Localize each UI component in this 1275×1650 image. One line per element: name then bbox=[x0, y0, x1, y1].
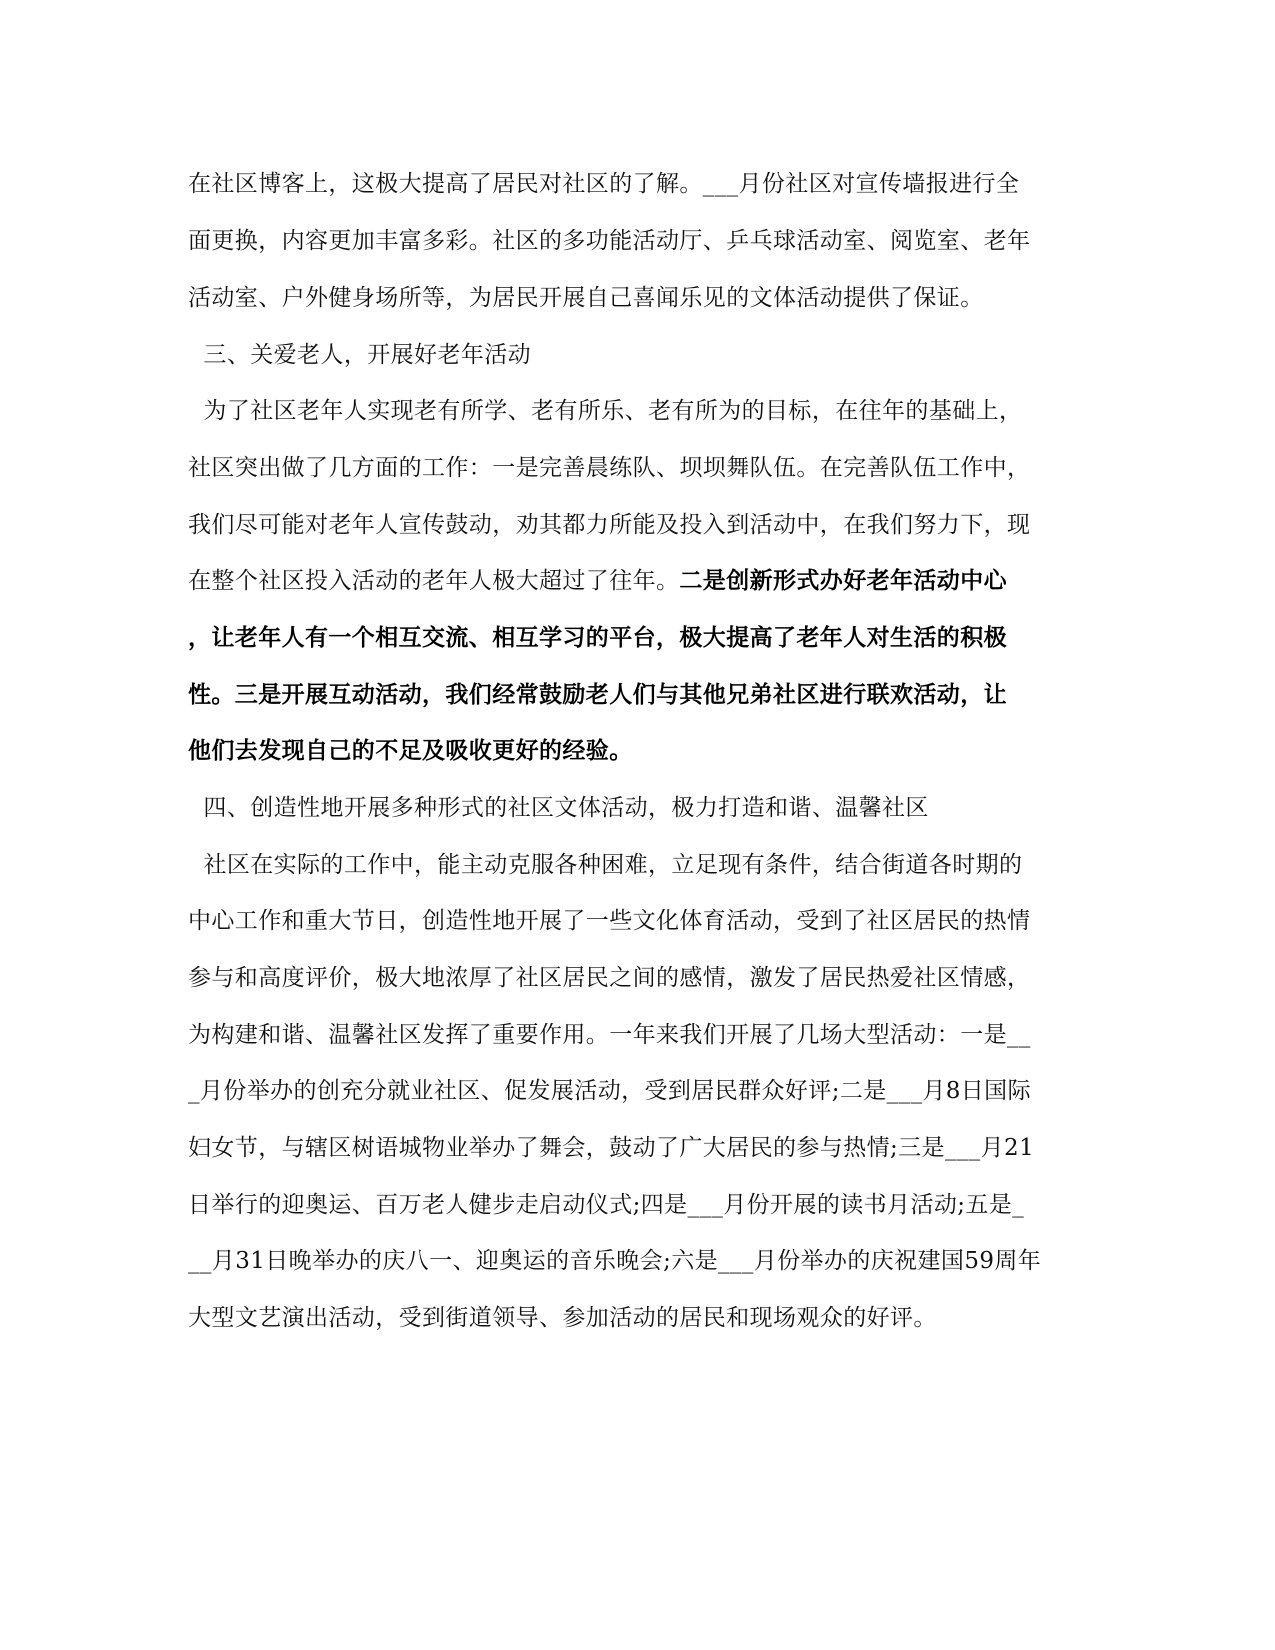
paragraph-line: _月份举办的创充分就业社区、促发展活动，受到居民群众好评;二是___月8日国际 bbox=[188, 1078, 1031, 1104]
normal-text: 在整个社区投入活动的老年人极大超过了往年。 bbox=[188, 568, 680, 594]
bold-paragraph-line: 性。三是开展互动活动，我们经常鼓励老人们与其他兄弟社区进行联欢活动，让 bbox=[188, 681, 1007, 708]
bold-paragraph-line: ，让老年人有一个相互交流、相互学习的平台，极大提高了老年人对生活的积极 bbox=[188, 624, 1007, 651]
paragraph-line: 我们尽可能对老年人宣传鼓动，劝其都力所能及投入到活动中，在我们努力下，现 bbox=[188, 512, 1031, 538]
paragraph-line: __月31日晚举办的庆八一、迎奥运的音乐晚会;六是___月份举办的庆祝建国59周年 bbox=[188, 1248, 1042, 1274]
paragraph-line: 社区在实际的工作中，能主动克服各种困难，立足现有条件，结合街道各时期的 bbox=[188, 852, 1023, 878]
bold-paragraph-line: 他们去发现自己的不足及吸收更好的经验。 bbox=[188, 737, 633, 764]
bold-text: 二是创新形式办好老年活动中心 bbox=[679, 567, 1008, 594]
paragraph-line: 大型文艺演出活动，受到街道领导、参加活动的居民和现场观众的好评。 bbox=[188, 1305, 937, 1331]
paragraph-line: 中心工作和重大节日，创造性地开展了一些文化体育活动，受到了社区居民的热情 bbox=[188, 908, 1031, 934]
section-heading-3: 三、关爱老人，开展好老年活动 bbox=[188, 342, 532, 368]
paragraph-line: 为构建和谐、温馨社区发挥了重要作用。一年来我们开展了几场大型活动：一是__ bbox=[188, 1022, 1031, 1048]
section-heading-4: 四、创造性地开展多种形式的社区文体活动，极力打造和谐、温馨社区 bbox=[188, 795, 929, 821]
paragraph-line: 社区突出做了几方面的工作：一是完善晨练队、坝坝舞队伍。在完善队伍工作中， bbox=[188, 455, 1031, 481]
paragraph-line: 活动室、户外健身场所等，为居民开展自己喜闻乐见的文体活动提供了保证。 bbox=[188, 285, 984, 311]
paragraph-line: 日举行的迎奥运、百万老人健步走启动仪式;四是___月份开展的读书月活动;五是_ bbox=[188, 1192, 1025, 1218]
paragraph-line: 妇女节，与辖区树语城物业举办了舞会，鼓动了广大居民的参与热情;三是___月21 bbox=[188, 1135, 1035, 1161]
paragraph-line: 在社区博客上，这极大提高了居民对社区的了解。___月份社区对宣传墙报进行全 bbox=[188, 171, 1020, 197]
paragraph-line: 为了社区老年人实现老有所学、老有所乐、老有所为的目标，在往年的基础上， bbox=[188, 398, 1023, 424]
paragraph-line-mixed bbox=[188, 566, 1007, 596]
paragraph-line: 参与和高度评价，极大地浓厚了社区居民之间的感情，激发了居民热爱社区情感， bbox=[188, 965, 1031, 991]
paragraph-line: 面更换，内容更加丰富多彩。社区的多功能活动厅、乒乓球活动室、阅览室、老年 bbox=[188, 228, 1031, 254]
